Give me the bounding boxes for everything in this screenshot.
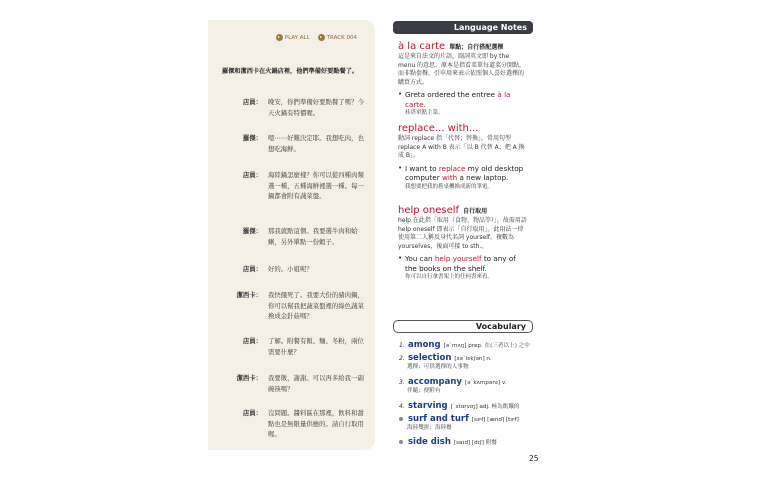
dialogue-intro: 羅傑和潔西卡在火鍋店裡，他們準備好要點餐了。 xyxy=(222,68,359,75)
speech: 晚安，你們準備好要點餐了嗎？今天火鍋有特價喔。 xyxy=(268,98,364,117)
speaker: 店員： xyxy=(242,171,262,179)
dialogue-line xyxy=(222,133,368,154)
note-a-la-carte xyxy=(398,41,528,117)
note-example xyxy=(398,164,528,191)
bullet-dot-icon xyxy=(399,440,403,444)
vocab-definition: [ˋstɑrvɪŋ] adj. 極為飢餓的 xyxy=(450,404,520,410)
play-icon xyxy=(318,34,325,41)
example-text: . xyxy=(423,99,426,109)
dialogue-panel xyxy=(208,20,375,450)
vocab-definition: [sɝf] [ænd] [tɝf] xyxy=(471,417,519,423)
speech: 了解。附餐有飯、麵、冬粉，兩位需要什麼？ xyxy=(268,337,364,356)
example-text: a new laptop. xyxy=(457,173,509,182)
play-icon xyxy=(276,34,283,41)
vocab-meaning: 伴隨；便附有 xyxy=(407,388,441,394)
note-example xyxy=(398,254,528,281)
example-text: to any of the books on the shelf. xyxy=(405,254,516,273)
example-translation: 我想要把我的舊桌機換成新的筆電。 xyxy=(405,183,494,190)
speaker: 羅傑： xyxy=(242,227,262,235)
dialogue-line xyxy=(222,373,368,394)
track-button[interactable] xyxy=(318,34,357,41)
note-term: help oneself xyxy=(398,205,460,216)
note-help-oneself xyxy=(398,205,528,281)
example-highlight: with xyxy=(441,173,458,182)
vocab-number: 1. xyxy=(399,342,405,349)
page-number: 25 xyxy=(529,454,539,463)
example-highlight: help yourself xyxy=(434,254,482,263)
vocab-word: starving xyxy=(408,401,448,411)
vocab-number: 2. xyxy=(399,355,405,362)
dialogue-line xyxy=(222,264,368,275)
speaker: 店員： xyxy=(242,337,262,345)
speech: 好的。小姐呢？ xyxy=(268,265,313,273)
example-text: I want to xyxy=(405,163,439,173)
language-notes-header: Language Notes xyxy=(393,21,533,34)
speaker: 店員： xyxy=(242,409,262,417)
play-all-button[interactable] xyxy=(276,34,310,41)
audio-controls xyxy=(276,34,357,41)
vocab-item xyxy=(399,340,534,350)
speaker: 店員： xyxy=(242,265,262,273)
example-translation: 你可以自行拿書架上的任何書來看。 xyxy=(405,274,494,280)
example-text: You can xyxy=(405,254,435,263)
note-explanation: 這是來自法文的片語，副詞英文即 by the menu 的意思，原本是指看菜單每道菜分開點，而非點套餐。引申用來表示依照個人喜好選擇的購買方式。 xyxy=(398,53,526,86)
bullet-icon: • xyxy=(398,254,403,262)
speaker: 羅傑： xyxy=(242,134,262,142)
vocab-definition: [saɪd] [dɪʃ] 附餐 xyxy=(453,440,497,446)
play-all-label: PLAY ALL xyxy=(284,34,310,41)
vocab-item xyxy=(399,353,534,371)
note-example xyxy=(398,90,528,117)
example-highlight: à la carte xyxy=(405,90,511,109)
vocab-word: surf and turf xyxy=(408,414,469,424)
bullet-icon: • xyxy=(398,163,403,172)
vocab-item xyxy=(399,414,534,432)
note-replace-with xyxy=(398,123,528,191)
example-text: Greta ordered the entree xyxy=(405,90,498,99)
vocab-item xyxy=(399,437,534,447)
note-explanation: help 在此指「取用（食物、物品等）」，故需用語 help oneself 即表示「自行取用」。此用法一律使用第二人稱反身代名詞 yourself，複數為 yourselves，後面可接 to sth.。 xyxy=(398,217,527,250)
note-term: replace... with... xyxy=(398,123,479,134)
speech: 海陸鍋怎麼樣？你可以從四種肉類選一種，五種海鮮裡選一種。每一鍋都會附有蔬菜盤。 xyxy=(268,171,364,200)
vocab-number: 4. xyxy=(399,403,405,410)
speech: 嗯⋯⋯好難決定耶。我想吃肉，也想吃海鮮。 xyxy=(268,134,364,153)
vocab-definition: [əˋmʌŋ] prep. 在(三者以上) 之中 xyxy=(443,343,530,349)
vocab-definition: [səˋlɛkʃən] n. xyxy=(454,356,492,362)
speaker: 潔西卡： xyxy=(236,291,262,299)
speaker: 潔西卡： xyxy=(236,374,262,382)
vocab-item xyxy=(399,401,534,411)
vocab-definition: [əˋkʌmpənɪ] v. xyxy=(464,380,507,386)
dialogue-line xyxy=(222,226,368,247)
dialogue-line xyxy=(222,170,368,202)
bullet-dot-icon xyxy=(399,417,403,421)
note-term: à la carte xyxy=(398,41,446,52)
dialogue-line xyxy=(222,336,368,357)
speech: 我快餓死了。我要大份的豬肉鍋，你可以幫我把蔬菜盤裡的綠色蔬菜換成金針菇嗎？ xyxy=(268,291,364,320)
example-highlight: replace xyxy=(438,163,466,173)
vocab-word: accompany xyxy=(408,377,462,387)
vocab-item xyxy=(399,377,534,395)
dialogue-line xyxy=(222,290,368,322)
track-label: TRACK 004 xyxy=(326,34,357,41)
bullet-icon: • xyxy=(398,90,403,98)
note-term-zh: 單點；自行搭配選擇 xyxy=(449,44,504,51)
vocabulary-header: Vocabulary xyxy=(393,320,533,333)
note-explanation: 動詞 replace 指「代替；替換」，常用句型 replace A with B 表示「以 B 代替 A；把 A 換成 B」。 xyxy=(398,135,525,159)
speech: 我要飯，謝謝。可以再多給我一副碗筷嗎？ xyxy=(268,374,364,393)
vocab-word: among xyxy=(408,340,441,350)
speech: 沒問題。醬料區在那裡，飲料和甜點也是無限量供應的。請自行取用喔。 xyxy=(268,409,364,438)
note-term-zh: 自行取用 xyxy=(463,208,488,215)
speech: 那我就點這個。我要選牛肉和蛤蜊，另外單點一份蝦子。 xyxy=(268,227,358,246)
vocab-meaning: 海陸雙拼；海陸餐 xyxy=(407,425,452,431)
vocab-word: selection xyxy=(408,353,452,363)
speaker: 店員： xyxy=(242,98,262,106)
example-translation: 桂塔單點主菜。 xyxy=(405,110,444,116)
vocab-meaning: 選擇；可供選擇的人事物 xyxy=(407,364,469,370)
dialogue-line xyxy=(222,97,368,118)
example-text: my old desktop computer xyxy=(405,163,524,182)
vocab-number: 3. xyxy=(399,379,405,386)
dialogue-line xyxy=(222,408,368,440)
vocab-word: side dish xyxy=(408,437,451,447)
